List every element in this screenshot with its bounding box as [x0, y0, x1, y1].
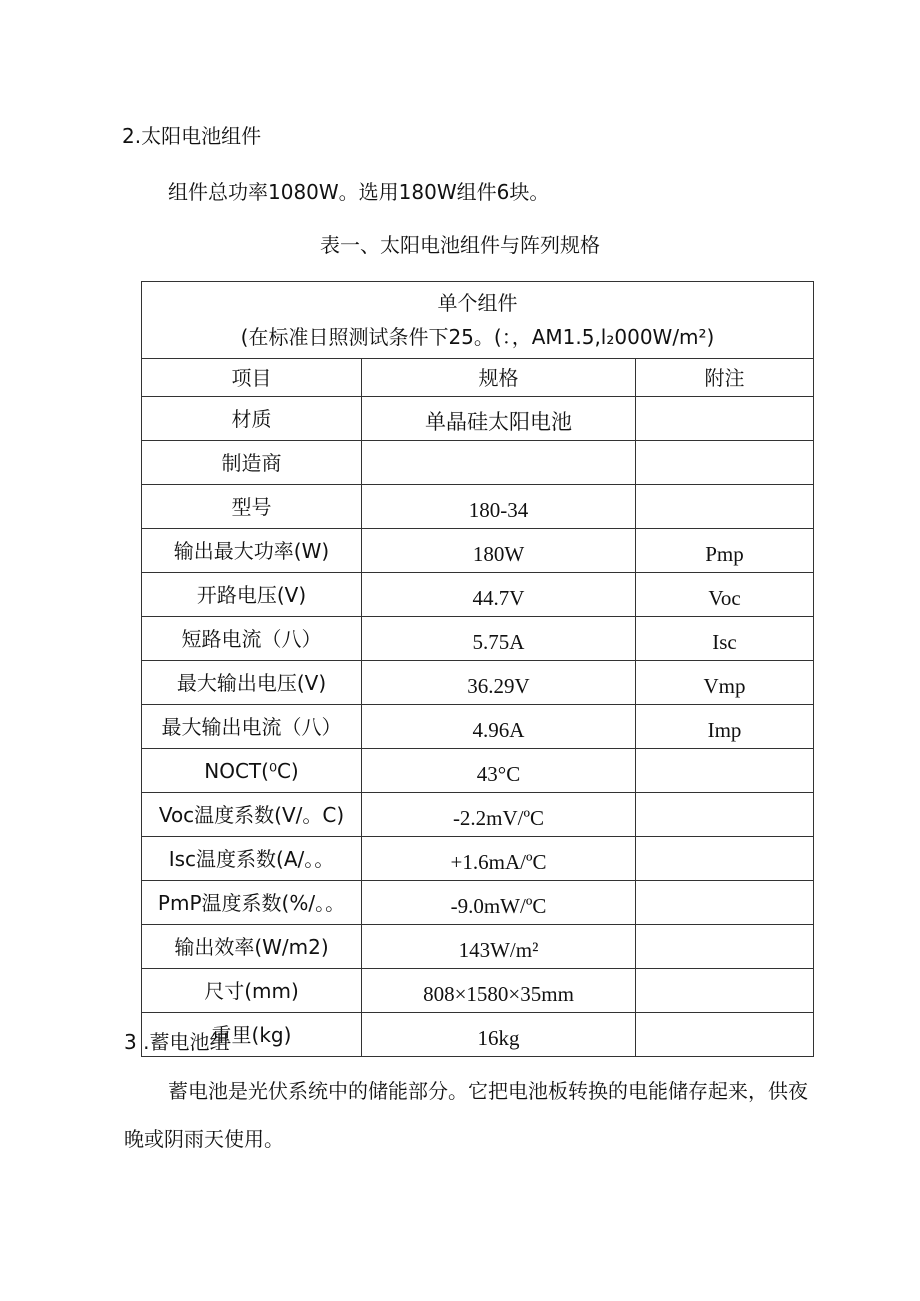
spec-cell: 36.29V — [362, 661, 636, 705]
column-header-row — [142, 359, 814, 397]
section-2-paragraph: 组件总功率1080W。选用180W组件6块。 — [168, 180, 550, 204]
note-cell — [636, 793, 814, 837]
table-row — [142, 573, 814, 617]
table-row — [142, 529, 814, 573]
note-cell: Pmp — [636, 529, 814, 573]
section-3-heading: 3 .蓄电池组 — [124, 1030, 230, 1054]
table-row — [142, 793, 814, 837]
note-cell — [636, 925, 814, 969]
table-row — [142, 441, 814, 485]
note-cell: Isc — [636, 617, 814, 661]
spec-cell — [362, 441, 636, 485]
spec-cell: -9.0mW/ºC — [362, 881, 636, 925]
column-header-note: 附注 — [636, 359, 814, 397]
item-cell: PmP温度系数(%/。。 — [142, 881, 362, 925]
table-row — [142, 925, 814, 969]
item-cell: 尺寸(mm) — [142, 969, 362, 1013]
table-header-subtitle: (在标准日照测试条件下25。(：，AM1.5,l₂000W/m²) — [240, 325, 715, 349]
table-header-row — [142, 282, 814, 359]
table-row — [142, 749, 814, 793]
item-cell: 型号 — [142, 485, 362, 529]
table-row — [142, 485, 814, 529]
section-3-paragraph-line-1: 蓄电池是光伏系统中的储能部分。它把电池板转换的电能储存起来，供夜 — [168, 1079, 808, 1103]
spec-cell: 16kg — [362, 1013, 636, 1057]
spec-cell: +1.6mA/ºC — [362, 837, 636, 881]
item-cell: Voc温度系数(V/。C) — [142, 793, 362, 837]
table-row — [142, 705, 814, 749]
note-cell — [636, 1013, 814, 1057]
note-cell: Vmp — [636, 661, 814, 705]
table-header-title: 单个组件 — [437, 291, 518, 315]
table-row — [142, 969, 814, 1013]
note-cell — [636, 441, 814, 485]
section-3-paragraph-line-2: 晚或阴雨天使用。 — [124, 1127, 284, 1151]
column-header-item: 项目 — [142, 359, 362, 397]
item-cell: 输出最大功率(W) — [142, 529, 362, 573]
item-cell: NOCT(⁰C) — [142, 749, 362, 793]
table-header-cell — [142, 282, 814, 359]
note-cell — [636, 397, 814, 441]
item-cell: 输出效率(W/m2) — [142, 925, 362, 969]
column-header-spec: 规格 — [362, 359, 636, 397]
note-cell: Imp — [636, 705, 814, 749]
spec-cell: 44.7V — [362, 573, 636, 617]
table-row — [142, 397, 814, 441]
section-2-heading: 2.太阳电池组件 — [122, 124, 262, 148]
table-row — [142, 881, 814, 925]
spec-cell: 180W — [362, 529, 636, 573]
table-title: 表一、太阳电池组件与阵列规格 — [320, 233, 600, 257]
note-cell: Voc — [636, 573, 814, 617]
spec-cell: -2.2mV/ºC — [362, 793, 636, 837]
spec-cell: 5.75A — [362, 617, 636, 661]
spec-cell: 43°C — [362, 749, 636, 793]
note-cell — [636, 881, 814, 925]
item-cell: 开路电压(V) — [142, 573, 362, 617]
spec-cell: 143W/m² — [362, 925, 636, 969]
spec-cell: 单晶硅太阳电池 — [362, 397, 636, 441]
note-cell — [636, 837, 814, 881]
spec-cell: 808×1580×35mm — [362, 969, 636, 1013]
item-cell: 制造商 — [142, 441, 362, 485]
item-cell: 材质 — [142, 397, 362, 441]
item-cell: 重里(kg) — [142, 1013, 362, 1057]
module-spec-table — [141, 281, 814, 1057]
table-row — [142, 837, 814, 881]
table-row — [142, 1013, 814, 1057]
spec-cell: 4.96A — [362, 705, 636, 749]
item-cell: Isc温度系数(A/。。 — [142, 837, 362, 881]
table-row — [142, 661, 814, 705]
note-cell — [636, 485, 814, 529]
item-cell: 最大输出电流（八） — [142, 705, 362, 749]
item-cell: 短路电流（八） — [142, 617, 362, 661]
item-cell: 最大输出电压(V) — [142, 661, 362, 705]
spec-cell: 180-34 — [362, 485, 636, 529]
note-cell — [636, 749, 814, 793]
table-row — [142, 617, 814, 661]
note-cell — [636, 969, 814, 1013]
